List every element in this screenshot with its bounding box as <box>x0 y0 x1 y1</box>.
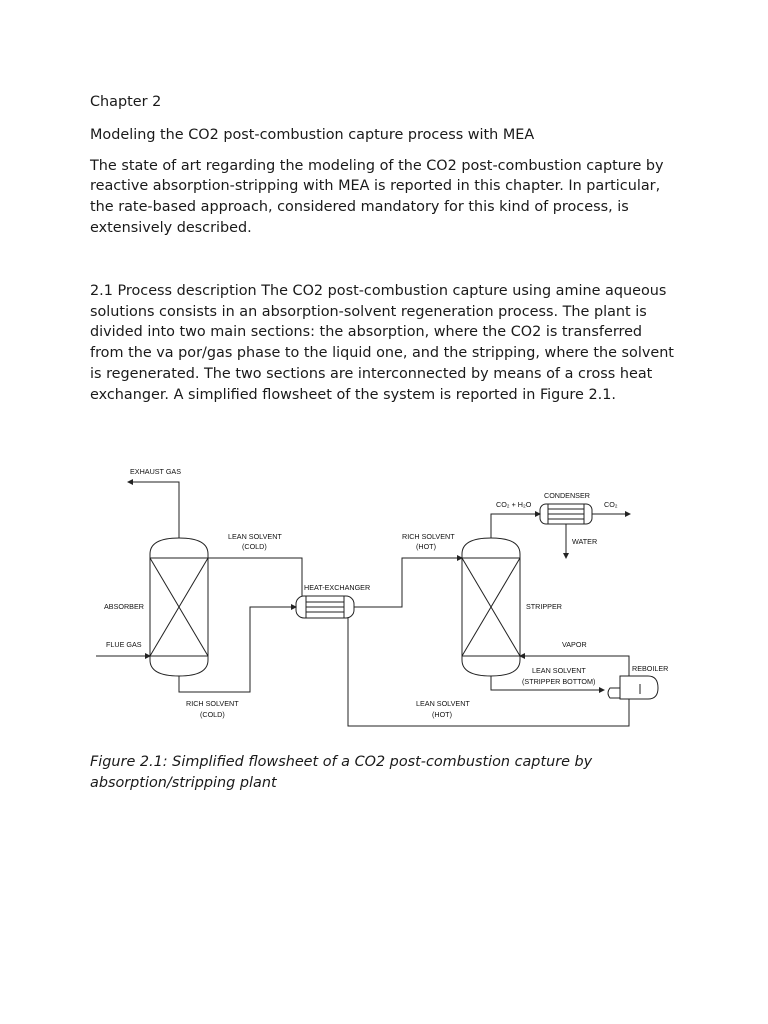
figure-caption: Figure 2.1: Simplified flowsheet of a CO2 post-combustion capture by absorption/stripping plant <box>90 754 593 791</box>
label-lean-solvent-cold: LEAN SOLVENT <box>228 532 282 541</box>
chapter-heading: Chapter 2 <box>90 94 162 110</box>
label-rich-solvent-cold: RICH SOLVENT <box>186 699 239 708</box>
label-water: WATER <box>572 537 598 546</box>
label-co2: CO₂ <box>604 500 618 509</box>
intro-paragraph: The state of art regarding the modeling of the CO2 post-combustion capture by reactive absorption-stripping with MEA is reported in this chapter. In particular, the rate-based approach, considered mandatory for this kind of process, is extensively described. <box>90 157 664 236</box>
label-rich-solvent-hot: RICH SOLVENT <box>402 532 455 541</box>
reboiler-unit <box>608 676 658 699</box>
label-lean-solvent-hot: LEAN SOLVENT <box>416 699 470 708</box>
chapter-title: Modeling the CO2 post-combustion capture process with MEA <box>90 126 535 143</box>
label-condenser: CONDENSER <box>544 491 590 500</box>
label-exhaust-gas: EXHAUST GAS <box>130 467 181 476</box>
heat-exchanger-unit <box>296 596 354 618</box>
label-lean-solvent-hot-sub: (HOT) <box>432 710 452 719</box>
flowsheet-diagram <box>96 462 676 732</box>
label-rich-solvent-hot-sub: (HOT) <box>416 542 436 551</box>
absorber-column <box>150 538 208 676</box>
label-lean-solvent-cold-sub: (COLD) <box>242 542 267 551</box>
flowsheet-figure <box>96 462 676 732</box>
label-heat-exchanger: HEAT-EXCHANGER <box>304 583 371 592</box>
label-stripper: STRIPPER <box>526 602 562 611</box>
label-vapor: VAPOR <box>562 640 587 649</box>
label-flue-gas: FLUE GAS <box>106 640 142 649</box>
condenser-unit <box>540 504 592 524</box>
label-reboiler: REBOILER <box>632 664 669 673</box>
label-lean-solvent-bottom-sub: (STRIPPER BOTTOM) <box>522 677 596 686</box>
document-body <box>90 92 680 406</box>
section-paragraph: 2.1 Process description The CO2 post-combustion capture using amine aqueous solutions consists in an absorption-solvent regeneration process. The plant is divided into two main sections: the absorption, where the CO2 is transferred from the va por/gas phase to the liquid one, and the stripping, where the solvent is regenerated. The two sections are interconnected by means of a cross heat exchanger. A simplified flowsheet of the system is reported in Figure 2.1. <box>90 282 674 403</box>
stripper-column <box>462 538 520 676</box>
label-co2-h2o: CO₂ + H₂O <box>496 500 532 509</box>
label-lean-solvent-bottom: LEAN SOLVENT <box>532 666 586 675</box>
label-absorber: ABSORBER <box>104 602 144 611</box>
label-rich-solvent-cold-sub: (COLD) <box>200 710 225 719</box>
